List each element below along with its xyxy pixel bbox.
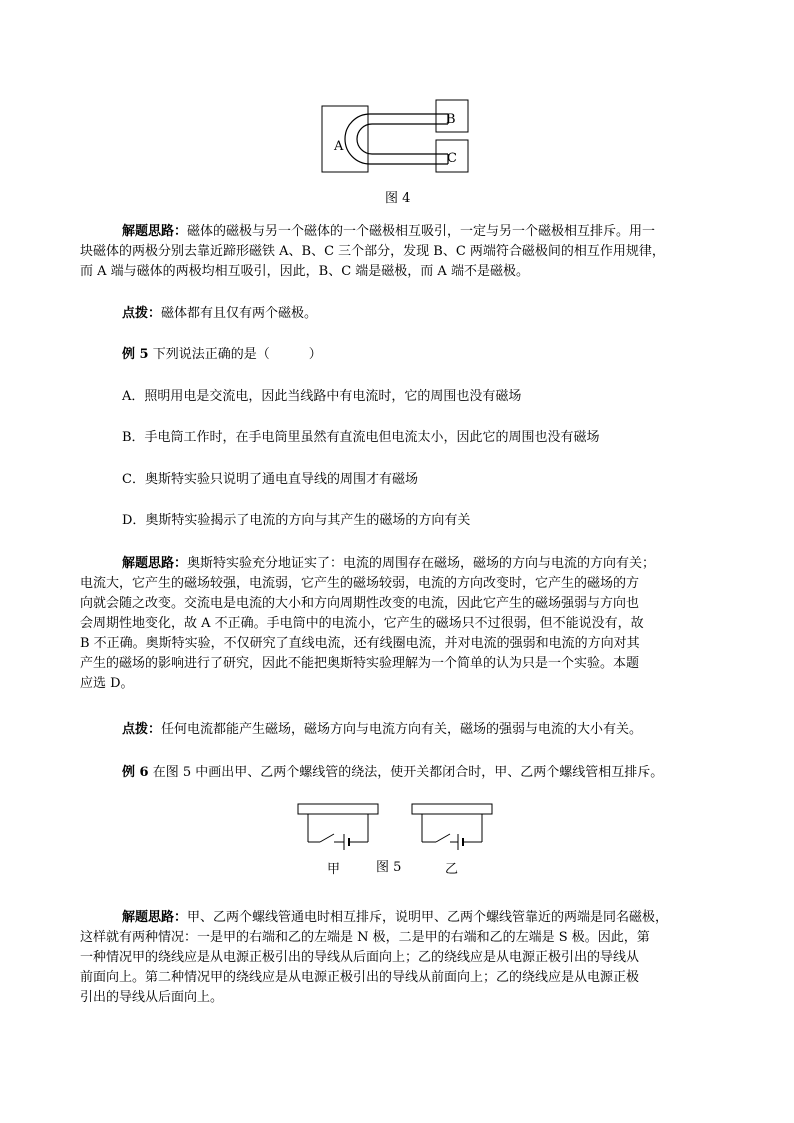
hint-lead-1: 点拨： (122, 306, 162, 321)
hint-lead-2: 点拨： (122, 722, 162, 737)
p5-line5: 引出的导线从后面向上。 (80, 990, 224, 1005)
jia-switch (320, 834, 334, 842)
example-6-lead: 例 6 (122, 765, 149, 780)
p3-line1: 奥斯特实验充分地证实了：电流的周围存在磁场，磁场的方向与电流的方向有关； (187, 556, 656, 571)
solution-lead-1: 解题思路： (122, 224, 188, 239)
example-6-question (122, 763, 682, 783)
example-6-text: 在图 5 中画出甲、乙两个螺线管的绕法，使开关都闭合时，甲、乙两个螺线管相互排斥。 (148, 765, 664, 780)
p3-line7: 应选 D。 (80, 676, 134, 691)
u-magnet-outer (345, 114, 448, 164)
solution-lead-2: 解题思路： (122, 556, 188, 571)
solution-paragraph-1 (80, 222, 682, 282)
figure-4-caption: 图 4 (385, 191, 411, 206)
label-a: A (334, 139, 344, 154)
example-5-option-b: B．手电筒工作时，在手电筒里虽然有直流电但电流太小，因此它的周围也没有磁场 (122, 430, 600, 445)
example-5-lead: 例 5 (122, 347, 149, 362)
label-jia: 甲 (327, 862, 341, 877)
p1-line1: 磁体的磁极与另一个磁体的一个磁极相互吸引，一定与另一个磁极相互排斥。用一 (187, 224, 656, 239)
p3-line2: 电流大，它产生的磁场较强，电流弱，它产生的磁场较弱，电流的方向改变时，它产生的磁场的方 (80, 576, 640, 591)
p3-line3: 向就会随之改变。交流电是电流的大小和方向周期性改变的电流，因此它产生的磁场强弱与方向也 (80, 596, 640, 611)
hint-paragraph-2 (122, 720, 682, 740)
p1-line2: 块磁体的两极分别去靠近蹄形磁铁 A、B、C 三个部分，发现 B、C 两端符合磁极间的相互作用规律， (80, 244, 665, 259)
solution-paragraph-3 (80, 908, 682, 1008)
p5-line2: 这样就有两种情况：一是甲的右端和乙的左端是 N 极，二是甲的右端和乙的左端是 S 极。因此，第 (80, 930, 650, 945)
p3-line5: B 不正确。奥斯特实验，不仅研究了直线电流，还有线圈电流，并对电流的强弱和电流的方向对其 (80, 636, 640, 651)
u-magnet-inner (357, 124, 448, 154)
example-5-option-d: D．奥斯特实验揭示了电流的方向与其产生的磁场的方向有关 (122, 513, 471, 528)
p5-line1: 甲、乙两个螺线管通电时相互排斥，说明甲、乙两个螺线管靠近的两端是同名磁极， (187, 910, 669, 925)
example-5-option-a: A．照明用电是交流电，因此当线路中有电流时，它的周围也没有磁场 (122, 389, 522, 404)
example-5-option-c: C．奥斯特实验只说明了通电直导线的周围才有磁场 (122, 472, 418, 487)
example-5-text: 下列说法正确的是（ ） (148, 347, 322, 362)
p3-line6: 产生的磁场的影响进行了研究，因此不能把奥斯特实验理解为一个简单的认为只是一个实验。本题 (80, 656, 640, 671)
figure-5-solenoid-diagram (296, 802, 496, 854)
hint-text-1: 磁体都有且仅有两个磁极。 (161, 306, 318, 321)
solenoid-jia (298, 804, 378, 814)
p1-line3: 而 A 端与磁体的两极均相互吸引，因此，B、C 端是磁极，而 A 端不是磁极。 (80, 264, 529, 279)
yi-switch (436, 834, 450, 842)
hint-paragraph-1 (122, 304, 682, 324)
label-yi: 乙 (445, 862, 459, 877)
p5-line4: 前面向上。第二种情况甲的绕线应是从电源正极引出的导线从前面向上；乙的绕线应是从电源正极 (80, 970, 640, 985)
p3-line4: 会周期性地变化，故 A 不正确。手电筒中的电流小，它产生的磁场只不过很弱，但不能说没有，故 (80, 616, 644, 631)
example-5-question (122, 345, 682, 365)
solution-lead-3: 解题思路： (122, 910, 188, 925)
solution-paragraph-2 (80, 554, 682, 694)
solenoid-yi (412, 804, 492, 814)
figure-4-magnet-diagram (318, 96, 478, 176)
hint-text-2: 任何电流都能产生磁场，磁场方向与电流方向有关，磁场的强弱与电流的大小有关。 (161, 722, 643, 737)
figure-5-caption: 图 5 (376, 860, 402, 875)
label-c: C (447, 151, 457, 166)
label-b: B (446, 112, 456, 127)
p5-line3: 一种情况甲的绕线应是从电源正极引出的导线从后面向上；乙的绕线应是从电源正极引出的导线从 (80, 950, 640, 965)
